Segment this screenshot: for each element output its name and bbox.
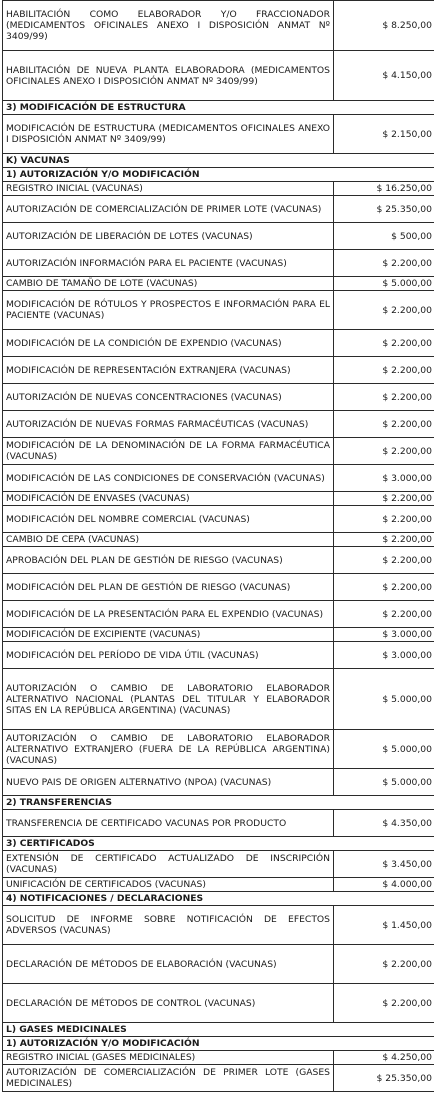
fee-row xyxy=(3,878,434,892)
fee-row xyxy=(3,601,434,628)
fee-amount: $ 2.200,00 xyxy=(334,547,434,574)
fee-description: DECLARACIÓN DE MÉTODOS DE CONTROL (VACUNAS) xyxy=(3,984,334,1023)
fee-table xyxy=(2,0,434,1092)
section-header-row xyxy=(3,101,434,115)
fee-amount: $ 8.250,00 xyxy=(334,1,434,51)
fee-description: HABILITACIÓN DE NUEVA PLANTA ELABORADORA (MEDICAMENTOS OFICINALES ANEXO I DISPOSICIÓN ANMAT Nº 3409/99) xyxy=(3,51,334,101)
fee-amount: $ 2.200,00 xyxy=(334,945,434,984)
fee-description: HABILITACIÓN COMO ELABORADOR Y/O FRACCIONADOR (MEDICAMENTOS OFICINALES ANEXO I DISPOSICIÓN ANMAT Nº 3409/99) xyxy=(3,1,334,51)
fee-description: MODIFICACIÓN DE LA PRESENTACIÓN PARA EL EXPENDIO (VACUNAS) xyxy=(3,601,334,628)
fee-amount: $ 25.350,00 xyxy=(334,1065,434,1092)
fee-description: MODIFICACIÓN DE ENVASES (VACUNAS) xyxy=(3,492,334,506)
fee-row xyxy=(3,492,434,506)
fee-description: AUTORIZACIÓN DE LIBERACIÓN DE LOTES (VACUNAS) xyxy=(3,223,334,250)
fee-description: CAMBIO DE CEPA (VACUNAS) xyxy=(3,533,334,547)
fee-row xyxy=(3,465,434,492)
fee-amount: $ 2.200,00 xyxy=(334,438,434,465)
fee-row xyxy=(3,384,434,411)
fee-amount: $ 2.200,00 xyxy=(334,574,434,601)
fee-row xyxy=(3,223,434,250)
fee-description: MODIFICACIÓN DE LA CONDICIÓN DE EXPENDIO (VACUNAS) xyxy=(3,330,334,357)
section-heading: 2) TRANSFERENCIAS xyxy=(3,796,434,810)
fee-row xyxy=(3,51,434,101)
fee-row xyxy=(3,669,434,730)
section-header-row xyxy=(3,837,434,851)
fee-description: REGISTRO INICIAL (GASES MEDICINALES) xyxy=(3,1051,334,1065)
fee-description: NUEVO PAIS DE ORIGEN ALTERNATIVO (NPOA) (VACUNAS) xyxy=(3,769,334,796)
fee-description: TRANSFERENCIA DE CERTIFICADO VACUNAS POR PRODUCTO xyxy=(3,810,334,837)
section-heading: 1) AUTORIZACIÓN Y/O MODIFICACIÓN xyxy=(3,168,434,182)
fee-description: MODIFICACIÓN DE RÓTULOS Y PROSPECTOS E INFORMACIÓN PARA EL PACIENTE (VACUNAS) xyxy=(3,291,334,330)
fee-row xyxy=(3,1065,434,1092)
fee-description: AUTORIZACIÓN DE COMERCIALIZACIÓN DE PRIMER LOTE (GASES MEDICINALES) xyxy=(3,1065,334,1092)
section-header-row xyxy=(3,1023,434,1037)
fee-row xyxy=(3,906,434,945)
fee-row xyxy=(3,642,434,669)
fee-row xyxy=(3,984,434,1023)
fee-description: MODIFICACIÓN DE EXCIPIENTE (VACUNAS) xyxy=(3,628,334,642)
fee-amount: $ 2.200,00 xyxy=(334,601,434,628)
fee-row xyxy=(3,1051,434,1065)
fee-amount: $ 25.350,00 xyxy=(334,196,434,223)
section-heading: L) GASES MEDICINALES xyxy=(3,1023,434,1037)
fee-description: MODIFICACIÓN DE ESTRUCTURA (MEDICAMENTOS OFICINALES ANEXO I DISPOSICIÓN ANMAT Nº 3409/99) xyxy=(3,115,334,154)
fee-amount: $ 2.200,00 xyxy=(334,250,434,277)
fee-amount: $ 4.000,00 xyxy=(334,878,434,892)
fee-amount: $ 2.200,00 xyxy=(334,384,434,411)
fee-amount: $ 16.250,00 xyxy=(334,182,434,196)
fee-row xyxy=(3,533,434,547)
fee-amount: $ 2.150,00 xyxy=(334,115,434,154)
fee-description: AUTORIZACIÓN O CAMBIO DE LABORATORIO ELABORADOR ALTERNATIVO NACIONAL (PLANTAS DEL TITULAR Y ELABORADOR SITAS EN LA REPÚBLICA ARGENTINA) (VACUNAS) xyxy=(3,669,334,730)
fee-amount: $ 5.000,00 xyxy=(334,730,434,769)
fee-amount: $ 2.200,00 xyxy=(334,533,434,547)
fee-description: EXTENSIÓN DE CERTIFICADO ACTUALIZADO DE INSCRIPCIÓN (VACUNAS) xyxy=(3,851,334,878)
fee-row xyxy=(3,411,434,438)
section-heading: 4) NOTIFICACIONES / DECLARACIONES xyxy=(3,892,434,906)
fee-row xyxy=(3,730,434,769)
fee-row xyxy=(3,330,434,357)
fee-row xyxy=(3,438,434,465)
fee-description: MODIFICACIÓN DEL PERÍODO DE VIDA ÚTIL (VACUNAS) xyxy=(3,642,334,669)
fee-amount: $ 3.450,00 xyxy=(334,851,434,878)
fee-amount: $ 2.200,00 xyxy=(334,357,434,384)
fee-amount: $ 5.000,00 xyxy=(334,277,434,291)
fee-description: CAMBIO DE TAMAÑO DE LOTE (VACUNAS) xyxy=(3,277,334,291)
section-header-row xyxy=(3,796,434,810)
fee-row xyxy=(3,945,434,984)
fee-row xyxy=(3,810,434,837)
fee-row xyxy=(3,547,434,574)
fee-description: MODIFICACIÓN DE REPRESENTACIÓN EXTRANJERA (VACUNAS) xyxy=(3,357,334,384)
section-heading: 3) CERTIFICADOS xyxy=(3,837,434,851)
fee-row xyxy=(3,628,434,642)
fee-description: APROBACIÓN DEL PLAN DE GESTIÓN DE RIESGO (VACUNAS) xyxy=(3,547,334,574)
fee-amount: $ 4.350,00 xyxy=(334,810,434,837)
section-header-row xyxy=(3,154,434,168)
fee-amount: $ 2.200,00 xyxy=(334,506,434,533)
fee-row xyxy=(3,357,434,384)
fee-description: SOLICITUD DE INFORME SOBRE NOTIFICACIÓN DE EFECTOS ADVERSOS (VACUNAS) xyxy=(3,906,334,945)
fee-amount: $ 500,00 xyxy=(334,223,434,250)
fee-amount: $ 2.200,00 xyxy=(334,492,434,506)
fee-amount: $ 1.450,00 xyxy=(334,906,434,945)
fee-description: AUTORIZACIÓN DE NUEVAS FORMAS FARMACÉUTICAS (VACUNAS) xyxy=(3,411,334,438)
fee-amount: $ 2.200,00 xyxy=(334,330,434,357)
section-header-row xyxy=(3,892,434,906)
fee-row xyxy=(3,277,434,291)
fee-amount: $ 3.000,00 xyxy=(334,465,434,492)
fee-table-body xyxy=(3,1,434,1092)
fee-row xyxy=(3,182,434,196)
fee-description: AUTORIZACIÓN INFORMACIÓN PARA EL PACIENTE (VACUNAS) xyxy=(3,250,334,277)
fee-description: UNIFICACIÓN DE CERTIFICADOS (VACUNAS) xyxy=(3,878,334,892)
fee-amount: $ 4.250,00 xyxy=(334,1051,434,1065)
fee-amount: $ 5.000,00 xyxy=(334,669,434,730)
fee-description: REGISTRO INICIAL (VACUNAS) xyxy=(3,182,334,196)
fee-description: MODIFICACIÓN DEL NOMBRE COMERCIAL (VACUNAS) xyxy=(3,506,334,533)
fee-description: AUTORIZACIÓN DE COMERCIALIZACIÓN DE PRIMER LOTE (VACUNAS) xyxy=(3,196,334,223)
fee-amount: $ 2.200,00 xyxy=(334,291,434,330)
fee-row xyxy=(3,506,434,533)
fee-row xyxy=(3,250,434,277)
fee-row xyxy=(3,196,434,223)
fee-row xyxy=(3,574,434,601)
fee-description: MODIFICACIÓN DE LAS CONDICIONES DE CONSERVACIÓN (VACUNAS) xyxy=(3,465,334,492)
fee-row xyxy=(3,291,434,330)
fee-description: AUTORIZACIÓN O CAMBIO DE LABORATORIO ELABORADOR ALTERNATIVO EXTRANJERO (FUERA DE LA REPÚBLICA ARGENTINA) (VACUNAS) xyxy=(3,730,334,769)
fee-description: MODIFICACIÓN DE LA DENOMINACIÓN DE LA FORMA FARMACÉUTICA (VACUNAS) xyxy=(3,438,334,465)
fee-row xyxy=(3,115,434,154)
fee-amount: $ 2.200,00 xyxy=(334,984,434,1023)
section-header-row xyxy=(3,168,434,182)
section-header-row xyxy=(3,1037,434,1051)
section-heading: 1) AUTORIZACIÓN Y/O MODIFICACIÓN xyxy=(3,1037,434,1051)
fee-row xyxy=(3,1,434,51)
fee-description: AUTORIZACIÓN DE NUEVAS CONCENTRACIONES (VACUNAS) xyxy=(3,384,334,411)
fee-amount: $ 3.000,00 xyxy=(334,628,434,642)
fee-amount: $ 4.150,00 xyxy=(334,51,434,101)
fee-row xyxy=(3,851,434,878)
fee-row xyxy=(3,769,434,796)
fee-amount: $ 2.200,00 xyxy=(334,411,434,438)
section-heading: K) VACUNAS xyxy=(3,154,434,168)
section-heading: 3) MODIFICACIÓN DE ESTRUCTURA xyxy=(3,101,434,115)
fee-amount: $ 5.000,00 xyxy=(334,769,434,796)
fee-description: MODIFICACIÓN DEL PLAN DE GESTIÓN DE RIESGO (VACUNAS) xyxy=(3,574,334,601)
fee-description: DECLARACIÓN DE MÉTODOS DE ELABORACIÓN (VACUNAS) xyxy=(3,945,334,984)
fee-amount: $ 3.000,00 xyxy=(334,642,434,669)
